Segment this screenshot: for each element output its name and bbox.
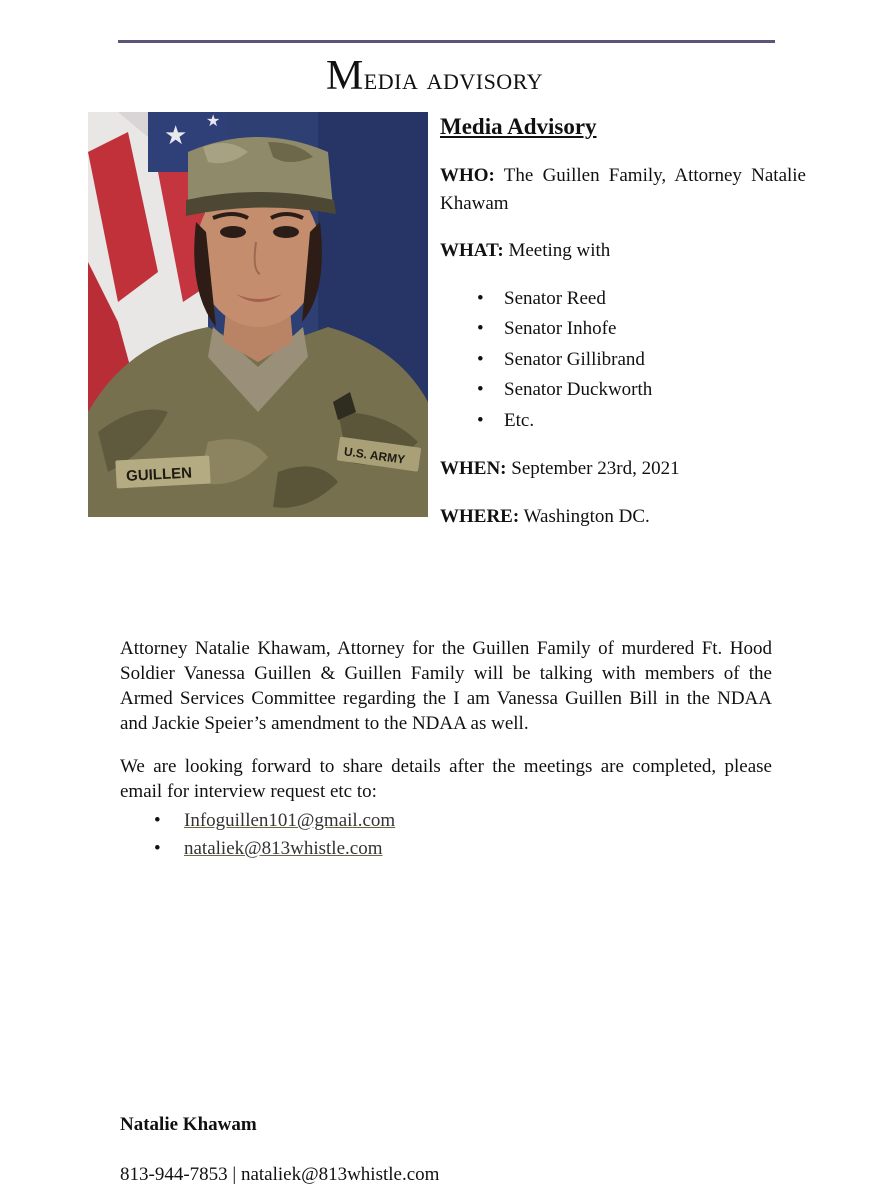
- what-label: WHAT:: [440, 240, 504, 261]
- email-link-natalie[interactable]: nataliek@813whistle.com: [184, 838, 383, 859]
- bullet: •: [154, 838, 161, 859]
- list-item: [440, 314, 806, 344]
- bullet: •: [154, 810, 161, 831]
- body-paragraph-1: Attorney Natalie Khawam, Attorney for the Guillen Family of murdered Ft. Hood Soldier Vanessa Guillen & Guillen Family will be talking with members of the Armed Services Committee regarding the I am Vanessa Guillen Bill in the NDAA and Jackie Speier’s amendment to the NDAA as well.: [120, 638, 772, 734]
- list-item: [440, 406, 806, 436]
- title-rest: edia advisory: [363, 61, 544, 96]
- list-item: [440, 345, 806, 375]
- signature-contact: 813-944-7853 | nataliek@813whistle.com: [120, 1164, 440, 1185]
- senator-name: Etc.: [504, 409, 535, 431]
- body-paragraph-2: We are looking forward to share details after the meetings are completed, please email for interview request etc to:: [120, 756, 772, 802]
- portrait-illustration: [88, 112, 428, 517]
- top-rule: [118, 40, 775, 43]
- signature-name: Natalie Khawam: [120, 1114, 257, 1135]
- list-item: [120, 807, 772, 835]
- senator-name: Senator Gillibrand: [504, 348, 645, 370]
- who-row: [440, 162, 806, 218]
- name-tape-text: GUILLEN: [125, 464, 193, 485]
- list-item: [120, 835, 772, 863]
- who-label: WHO:: [440, 165, 495, 186]
- list-item: [440, 375, 806, 405]
- title-first-letter: M: [325, 53, 364, 99]
- soldier-portrait-photo: [88, 112, 428, 517]
- senator-name: Senator Reed: [504, 288, 606, 309]
- bullet: •: [477, 288, 484, 309]
- senator-name: Senator Inhofe: [504, 318, 617, 340]
- army-tape-text: U.S. ARMY: [343, 444, 406, 467]
- where-value: Washington DC.: [523, 506, 650, 528]
- bullet: •: [477, 348, 484, 370]
- senator-list: [440, 284, 806, 436]
- when-value: September 23rd, 2021: [511, 458, 680, 480]
- who-value: The Guillen Family, Attorney Natalie Khawam: [440, 165, 806, 214]
- what-value: Meeting with: [508, 240, 611, 261]
- advisory-body: [120, 636, 772, 863]
- email-link-info[interactable]: Infoguillen101@gmail.com: [184, 810, 396, 831]
- when-label: WHEN:: [440, 458, 507, 480]
- advisory-heading: Media Advisory: [440, 114, 597, 139]
- what-row: [440, 237, 806, 265]
- page-title: [0, 52, 869, 100]
- where-label: WHERE:: [440, 506, 520, 528]
- bullet: •: [477, 379, 484, 401]
- senator-name: Senator Duckworth: [504, 379, 653, 401]
- bullet: •: [477, 409, 484, 431]
- where-row: [440, 503, 806, 531]
- advisory-details: [440, 112, 806, 531]
- bullet: •: [477, 318, 484, 340]
- list-item: [440, 284, 806, 314]
- svg-text:★: ★: [164, 121, 188, 151]
- email-list: [120, 807, 772, 863]
- svg-text:★: ★: [206, 112, 221, 130]
- when-row: [440, 455, 806, 483]
